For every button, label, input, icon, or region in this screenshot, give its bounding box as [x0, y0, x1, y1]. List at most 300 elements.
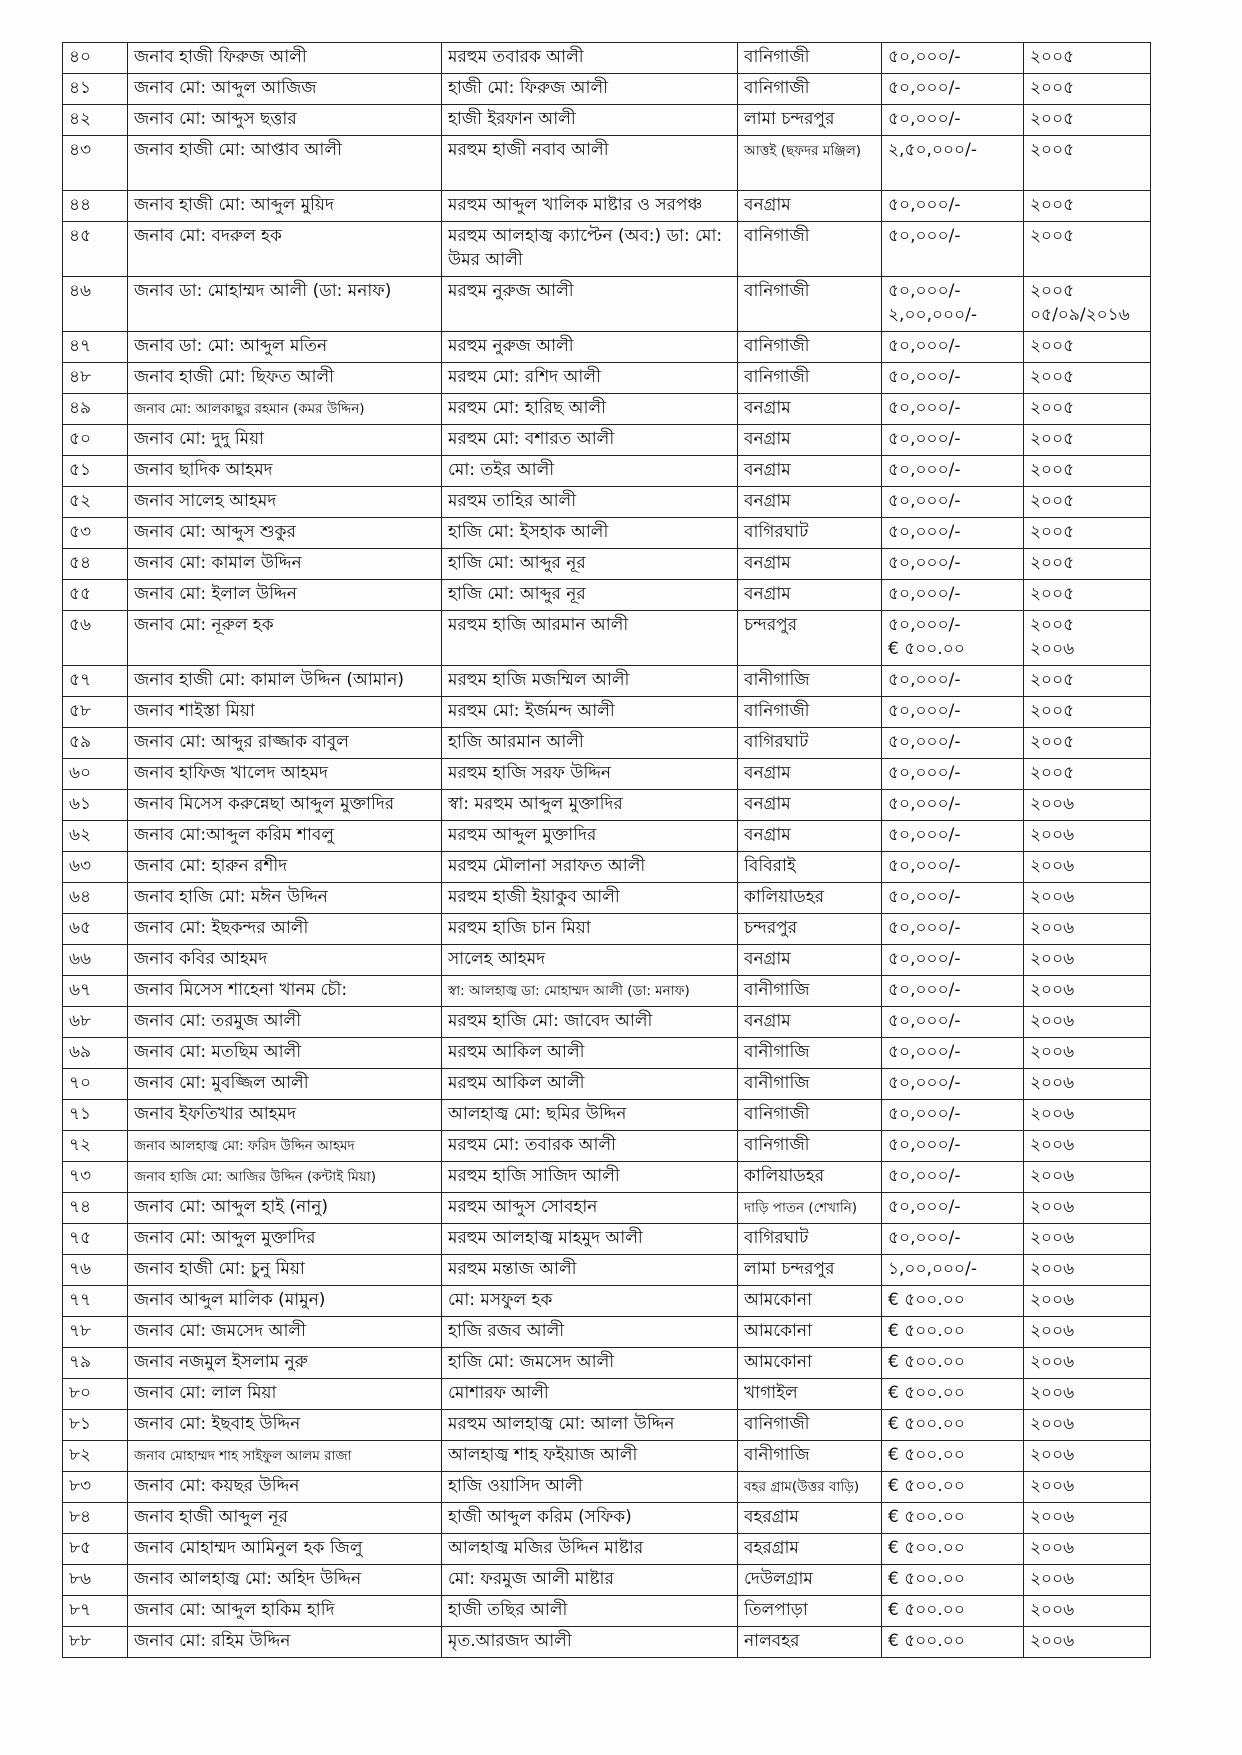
village-cell [738, 1503, 882, 1534]
village-cell [738, 456, 882, 487]
name-cell [128, 1627, 442, 1658]
table-row [63, 1193, 1151, 1224]
year-cell-line: ২০০৬ [1030, 1104, 1075, 1124]
village-cell [738, 105, 882, 136]
name-cell [128, 1534, 442, 1565]
table-row [63, 1100, 1151, 1131]
father-cell [442, 456, 738, 487]
name-cell-text: জনাব ইফতিখার আহমদ [134, 1104, 297, 1124]
year-cell [1024, 191, 1151, 222]
village-cell-text: কালিয়াডহর [744, 1166, 825, 1186]
father-cell-text: মরহুম হাজী নবাব আলী [448, 140, 609, 160]
year-cell-line: ২০০৬ [1030, 1259, 1075, 1279]
father-cell-text: মরহুম আলহাজ্ব ক্যাপ্টেন (অব:) ডা: মো: উমর আলী [448, 226, 723, 270]
father-cell-text: মরহুম আকিল আলী [448, 1073, 585, 1093]
serial-cell [63, 1193, 128, 1224]
village-cell [738, 518, 882, 549]
amount-cell-line: ৫০,০০০/- [888, 584, 961, 604]
amount-cell-line: € ৫০০.০০ [888, 1414, 965, 1434]
year-cell-line: ২০০৫ [1030, 763, 1075, 783]
amount-cell-line: ৫০,০০০/- [888, 281, 961, 301]
father-cell [442, 728, 738, 759]
father-cell-text: মৃত.আরজদ আলী [448, 1631, 572, 1651]
year-cell-line: ২০০৬ [1030, 1197, 1075, 1217]
name-cell-text: জনাব হাজী ফিরুজ আলী [134, 47, 307, 67]
year-cell-line: ২০০৬ [1030, 856, 1075, 876]
name-cell [128, 549, 442, 580]
village-cell [738, 945, 882, 976]
village-cell [738, 611, 882, 666]
serial-cell-text: ৬৫ [69, 918, 92, 938]
village-cell [738, 976, 882, 1007]
amount-cell-line: ৫০,০০০/- [888, 763, 961, 783]
father-cell-text: মরহুম হাজি সাজিদ আলী [448, 1166, 620, 1186]
amount-cell [882, 1255, 1024, 1286]
father-cell-text: মোশারফ আলী [448, 1383, 549, 1403]
year-cell-line: ২০০৬ [1030, 1135, 1075, 1155]
amount-cell [882, 1565, 1024, 1596]
year-cell-line: ২০০৬ [1030, 1631, 1075, 1651]
father-cell-text: মরহুম হাজি মো: জাবেদ আলী [448, 1011, 653, 1031]
serial-cell [63, 74, 128, 105]
name-cell-text: জনাব মো: আব্দুল হাই (নানু) [134, 1197, 328, 1217]
year-cell-line: ২০০৬ [1030, 1321, 1075, 1341]
village-cell [738, 666, 882, 697]
village-cell [738, 1379, 882, 1410]
father-cell [442, 136, 738, 191]
amount-cell-line: ৫০,০০০/- [888, 732, 961, 752]
father-cell [442, 1503, 738, 1534]
serial-cell [63, 1038, 128, 1069]
name-cell [128, 1596, 442, 1627]
serial-cell-text: ৫৮ [69, 701, 92, 721]
name-cell [128, 332, 442, 363]
name-cell-text: জনাব মো: ইলাল উদ্দিন [134, 584, 297, 604]
name-cell [128, 277, 442, 332]
year-cell [1024, 790, 1151, 821]
serial-cell [63, 1410, 128, 1441]
year-cell-line: ২০০৬ [1030, 1166, 1075, 1186]
village-cell [738, 1565, 882, 1596]
village-cell [738, 1348, 882, 1379]
village-cell [738, 332, 882, 363]
year-cell-line: ২০০৫ [1030, 553, 1075, 573]
village-cell [738, 1627, 882, 1658]
year-cell-line: ২০০৬ [1030, 794, 1075, 814]
name-cell-text: জনাব মো: হারুন রশীদ [134, 856, 288, 876]
year-cell-line: ২০০৬ [1030, 949, 1075, 969]
village-cell-text: বহরগ্রাম [744, 1538, 799, 1558]
serial-cell-text: ৬৮ [69, 1011, 92, 1031]
amount-cell [882, 1224, 1024, 1255]
year-cell-line: ২০০৫ [1030, 491, 1075, 511]
father-cell [442, 1410, 738, 1441]
table-row [63, 666, 1151, 697]
amount-cell-line: ৫০,০০০/- [888, 429, 961, 449]
amount-cell-line: € ৫০০.০০ [888, 1538, 965, 1558]
name-cell-text: জনাব মো: লাল মিয়া [134, 1383, 277, 1403]
village-cell [738, 1410, 882, 1441]
name-cell [128, 666, 442, 697]
year-cell [1024, 518, 1151, 549]
serial-cell-text: ৬৯ [69, 1042, 92, 1062]
serial-cell [63, 1317, 128, 1348]
serial-cell [63, 1503, 128, 1534]
amount-cell [882, 191, 1024, 222]
village-cell [738, 222, 882, 277]
name-cell-text: জনাব মো: আব্দুল আজিজ [134, 78, 317, 98]
amount-cell-line: ৫০,০০০/- [888, 1042, 961, 1062]
donor-table-body [63, 43, 1151, 1658]
father-cell [442, 759, 738, 790]
name-cell [128, 1224, 442, 1255]
father-cell [442, 976, 738, 1007]
table-row [63, 883, 1151, 914]
father-cell [442, 1534, 738, 1565]
father-cell-text: স্বা: মরহুম আব্দুল মুক্তাদির [448, 794, 623, 814]
amount-cell [882, 1627, 1024, 1658]
serial-cell-text: ৫০ [69, 429, 92, 449]
amount-cell [882, 580, 1024, 611]
year-cell [1024, 487, 1151, 518]
table-row [63, 728, 1151, 759]
amount-cell [882, 1472, 1024, 1503]
amount-cell [882, 74, 1024, 105]
name-cell [128, 759, 442, 790]
name-cell-text: জনাব আব্দুল মালিক (মামুন) [134, 1290, 326, 1310]
name-cell-text: জনাব ডা: মো: আব্দুল মতিন [134, 336, 328, 356]
village-cell-text: বহর গ্রাম(উত্তর বাড়ি) [744, 1479, 860, 1495]
year-cell [1024, 136, 1151, 191]
village-cell [738, 852, 882, 883]
father-cell-text: আলহাজ্ব মজির উদ্দিন মাষ্টার [448, 1538, 644, 1558]
village-cell-text: কালিয়াডহর [744, 887, 825, 907]
table-row [63, 191, 1151, 222]
name-cell-text: জনাব মো: আব্দুল মুক্তাদির [134, 1228, 316, 1248]
amount-cell [882, 549, 1024, 580]
table-row [63, 1410, 1151, 1441]
father-cell-text: হাজি ওয়াসিদ আলী [448, 1476, 583, 1496]
name-cell-text: জনাব মো:আব্দুল করিম শাবলু [134, 825, 335, 845]
serial-cell [63, 425, 128, 456]
amount-cell-line: € ৫০০.০০ [888, 1600, 965, 1620]
year-cell-line: ২০০৫ [1030, 398, 1075, 418]
village-cell [738, 549, 882, 580]
name-cell-text: জনাব হাজি মো: মঈন উদ্দিন [134, 887, 328, 907]
year-cell [1024, 1131, 1151, 1162]
year-cell [1024, 883, 1151, 914]
village-cell [738, 43, 882, 74]
amount-cell [882, 277, 1024, 332]
table-row [63, 611, 1151, 666]
name-cell [128, 1441, 442, 1472]
name-cell [128, 487, 442, 518]
name-cell [128, 1162, 442, 1193]
village-cell-text: বানিগাজী [744, 336, 810, 356]
year-cell-line: ২০০৬ [1030, 1414, 1075, 1434]
village-cell-text: বনগ্রাম [744, 491, 791, 511]
amount-cell-line: ৫০,০০০/- [888, 1104, 961, 1124]
amount-cell [882, 790, 1024, 821]
father-cell [442, 549, 738, 580]
father-cell [442, 1286, 738, 1317]
name-cell [128, 191, 442, 222]
amount-cell-line: ৫০,০০০/- [888, 1011, 961, 1031]
father-cell-text: মরহুম আব্দুল মুক্তাদির [448, 825, 597, 845]
year-cell [1024, 759, 1151, 790]
name-cell-text: জনাব মো: দুদু মিয়া [134, 429, 265, 449]
year-cell-line: ২০০৬ [1030, 1600, 1075, 1620]
year-cell-line: ২০০৬ [1030, 1011, 1075, 1031]
amount-cell-line: ৫০,০০০/- [888, 825, 961, 845]
name-cell-text: জনাব নজমুল ইসলাম নুরু [134, 1352, 308, 1372]
name-cell [128, 852, 442, 883]
serial-cell-text: ৬৩ [69, 856, 92, 876]
serial-cell [63, 43, 128, 74]
amount-cell-line: € ৫০০.০০ [888, 1445, 965, 1465]
serial-cell-text: ৭১ [69, 1104, 92, 1124]
year-cell [1024, 697, 1151, 728]
amount-cell-line: ৫০,০০০/- [888, 522, 961, 542]
serial-cell-text: ৫৯ [69, 732, 92, 752]
table-row [63, 43, 1151, 74]
table-row [63, 790, 1151, 821]
father-cell-text: মরহুম হাজি চান মিয়া [448, 918, 591, 938]
name-cell-text: জনাব শাইস্তা মিয়া [134, 701, 255, 721]
village-cell-text: বনগ্রাম [744, 429, 791, 449]
serial-cell [63, 945, 128, 976]
table-row [63, 1503, 1151, 1534]
father-cell-text: আলহাজ্ব মো: ছমির উদ্দিন [448, 1104, 627, 1124]
amount-cell-line: € ৫০০.০০ [888, 1383, 965, 1403]
name-cell-text: জনাব মো: ইছবাহ উদ্দিন [134, 1414, 301, 1434]
name-cell [128, 1503, 442, 1534]
amount-cell-line: ২,৫০,০০০/- [888, 140, 977, 160]
year-cell [1024, 611, 1151, 666]
year-cell [1024, 105, 1151, 136]
amount-cell [882, 1596, 1024, 1627]
serial-cell [63, 363, 128, 394]
name-cell [128, 222, 442, 277]
name-cell [128, 105, 442, 136]
father-cell [442, 1069, 738, 1100]
amount-cell-line: ৫০,০০০/- [888, 491, 961, 511]
name-cell-text: জনাব সালেহ আহমদ [134, 491, 277, 511]
amount-cell [882, 611, 1024, 666]
father-cell [442, 1255, 738, 1286]
village-cell-text: বহরগ্রাম [744, 1507, 799, 1527]
donor-table [62, 42, 1151, 1658]
table-row [63, 759, 1151, 790]
name-cell [128, 580, 442, 611]
village-cell-text: বাগিরঘাট [744, 522, 809, 542]
serial-cell-text: ৬৭ [69, 980, 92, 1000]
year-cell-line: ২০০৬ [1030, 639, 1075, 659]
name-cell-text: জনাব ডা: মোহাম্মদ আলী (ডা: মনাফ) [134, 281, 392, 301]
father-cell [442, 105, 738, 136]
table-row [63, 136, 1151, 191]
table-row [63, 394, 1151, 425]
father-cell [442, 1007, 738, 1038]
father-cell-text: মো: তইর আলী [448, 460, 555, 480]
year-cell [1024, 1441, 1151, 1472]
name-cell-text: জনাব মো: আব্দুল হাকিম হাদি [134, 1600, 335, 1620]
serial-cell [63, 1534, 128, 1565]
amount-cell [882, 1069, 1024, 1100]
year-cell-line: ২০০৫ [1030, 226, 1075, 246]
table-row [63, 1069, 1151, 1100]
year-cell [1024, 74, 1151, 105]
father-cell-text: মো: ফরমুজ আলী মাষ্টার [448, 1569, 614, 1589]
amount-cell-line: € ৫০০.০০ [888, 1569, 965, 1589]
father-cell [442, 1472, 738, 1503]
serial-cell-text: ৭৯ [69, 1352, 92, 1372]
year-cell-line: ২০০৬ [1030, 825, 1075, 845]
table-row [63, 1007, 1151, 1038]
name-cell [128, 1379, 442, 1410]
village-cell-text: বানিগাজী [744, 1414, 810, 1434]
serial-cell-text: ৬২ [69, 825, 92, 845]
father-cell [442, 222, 738, 277]
year-cell-line: ২০০৫ [1030, 336, 1075, 356]
serial-cell [63, 1627, 128, 1658]
amount-cell [882, 852, 1024, 883]
village-cell [738, 1007, 882, 1038]
year-cell-line: ২০০৫ [1030, 615, 1075, 635]
table-row [63, 332, 1151, 363]
table-row [63, 1348, 1151, 1379]
village-cell-text: বানিগাজী [744, 47, 810, 67]
father-cell [442, 883, 738, 914]
amount-cell [882, 1162, 1024, 1193]
amount-cell [882, 394, 1024, 425]
name-cell-text: জনাব ছাদিক আহমদ [134, 460, 273, 480]
year-cell [1024, 1100, 1151, 1131]
father-cell [442, 74, 738, 105]
name-cell [128, 1472, 442, 1503]
serial-cell-text: ৮৭ [69, 1600, 92, 1620]
table-row [63, 945, 1151, 976]
father-cell-text: মরহুম মো: হারিছ আলী [448, 398, 607, 418]
year-cell-line: ২০০৬ [1030, 1042, 1075, 1062]
year-cell [1024, 580, 1151, 611]
amount-cell [882, 697, 1024, 728]
father-cell-text: মরহুম তবারক আলী [448, 47, 584, 67]
name-cell [128, 74, 442, 105]
year-cell [1024, 363, 1151, 394]
amount-cell-line: ৫০,০০০/- [888, 670, 961, 690]
year-cell-line: ২০০৫ [1030, 522, 1075, 542]
name-cell [128, 1007, 442, 1038]
village-cell-text: বনগ্রাম [744, 949, 791, 969]
father-cell [442, 425, 738, 456]
serial-cell [63, 332, 128, 363]
father-cell-text: হাজি মো: জমসেদ আলী [448, 1352, 615, 1372]
father-cell-text: মরহুম মৌলানা সরাফত আলী [448, 856, 646, 876]
year-cell [1024, 1224, 1151, 1255]
name-cell-text: জনাব মো: আব্দুর রাজ্জাক বাবুল [134, 732, 349, 752]
year-cell-line: ২০০৫ [1030, 78, 1075, 98]
amount-cell [882, 945, 1024, 976]
name-cell-text: জনাব আলহাজ্ব মো: ফরিদ উদ্দিন আহমদ [134, 1138, 355, 1154]
amount-cell-line: ৫০,০০০/- [888, 701, 961, 721]
serial-cell [63, 1596, 128, 1627]
father-cell [442, 277, 738, 332]
name-cell-text: জনাব হাজী মো: কামাল উদ্দিন (আমান) [134, 670, 404, 690]
year-cell-line: ২০০৫ [1030, 109, 1075, 129]
year-cell-line: ০৫/০৯/২০১৬ [1030, 305, 1130, 325]
amount-cell-line: ৫০,০০০/- [888, 398, 961, 418]
village-cell-text: নালবহর [744, 1631, 800, 1651]
father-cell-text: হাজী ইরফান আলী [448, 109, 576, 129]
amount-cell [882, 1503, 1024, 1534]
father-cell [442, 945, 738, 976]
table-row [63, 1131, 1151, 1162]
year-cell [1024, 1410, 1151, 1441]
year-cell [1024, 1286, 1151, 1317]
amount-cell-line: ৫০,০০০/- [888, 336, 961, 356]
name-cell [128, 456, 442, 487]
year-cell [1024, 425, 1151, 456]
village-cell-text: বনগ্রাম [744, 195, 791, 215]
name-cell [128, 1193, 442, 1224]
village-cell [738, 394, 882, 425]
amount-cell-line: ৫০,০০০/- [888, 226, 961, 246]
village-cell [738, 487, 882, 518]
father-cell [442, 518, 738, 549]
amount-cell-line: ৫০,০০০/- [888, 553, 961, 573]
year-cell-line: ২০০৬ [1030, 1290, 1075, 1310]
year-cell [1024, 666, 1151, 697]
name-cell [128, 945, 442, 976]
amount-cell [882, 1193, 1024, 1224]
father-cell-text: মরহুম মো: বশারত আলী [448, 429, 615, 449]
name-cell-text: জনাব হাফিজ খালেদ আহমদ [134, 763, 328, 783]
father-cell-text: মরহুম মো: রশিদ আলী [448, 367, 601, 387]
amount-cell [882, 914, 1024, 945]
year-cell [1024, 1379, 1151, 1410]
name-cell-text: জনাব মিসেস করুন্নেছা আব্দুল মুক্তাদির [134, 794, 395, 814]
year-cell-line: ২০০৬ [1030, 1352, 1075, 1372]
name-cell [128, 728, 442, 759]
village-cell [738, 1534, 882, 1565]
father-cell-text: স্বা: আলহাজ্ব ডা: মোহাম্মদ আলী (ডা: মনাফ) [448, 983, 690, 999]
name-cell-text: জনাব হাজী মো: ছিফত আলী [134, 367, 334, 387]
amount-cell [882, 666, 1024, 697]
village-cell-text: বানিগাজী [744, 701, 810, 721]
serial-cell-text: ৮৪ [69, 1507, 92, 1527]
year-cell [1024, 1627, 1151, 1658]
father-cell [442, 580, 738, 611]
village-cell-text: লামা চন্দরপুর [744, 1259, 835, 1279]
name-cell-text: জনাব মো: রহিম উদ্দিন [134, 1631, 291, 1651]
name-cell [128, 1069, 442, 1100]
name-cell-text: জনাব কবির আহমদ [134, 949, 268, 969]
year-cell [1024, 277, 1151, 332]
name-cell [128, 425, 442, 456]
amount-cell-line: ৫০,০০০/- [888, 1135, 961, 1155]
village-cell-text: বাগিরঘাট [744, 732, 809, 752]
serial-cell [63, 105, 128, 136]
village-cell-text: বনগ্রাম [744, 794, 791, 814]
name-cell [128, 1100, 442, 1131]
name-cell-text: জনাব মো: আব্দুস শুকুর [134, 522, 296, 542]
table-row [63, 425, 1151, 456]
village-cell-text: বনগ্রাম [744, 553, 791, 573]
table-row [63, 1627, 1151, 1658]
year-cell [1024, 1162, 1151, 1193]
amount-cell [882, 1038, 1024, 1069]
